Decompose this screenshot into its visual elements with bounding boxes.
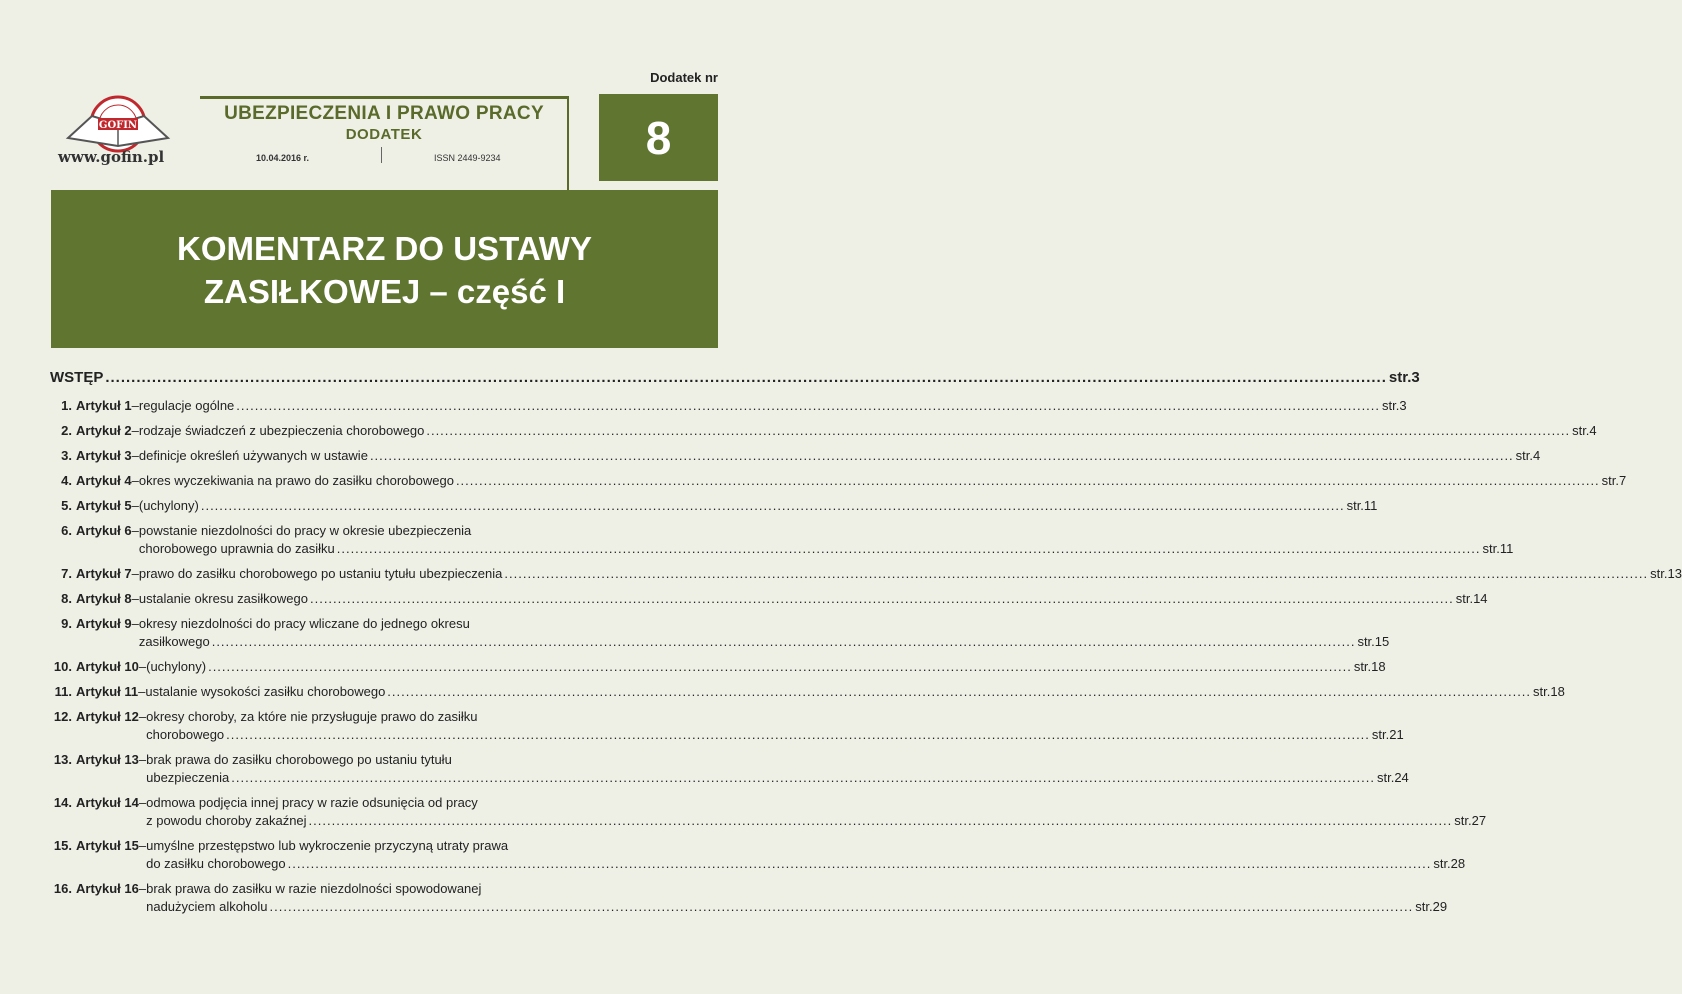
logo-text: GOFIN — [98, 120, 138, 131]
toc-entries — [50, 397, 1682, 916]
toc-entry-number: 15. Artykuł 15 — [53, 838, 139, 853]
toc-entry-number: 16. Artykuł 16 — [53, 881, 139, 896]
leader-dots — [208, 658, 1352, 676]
toc-entry-number: 4. Artykuł 4 — [61, 473, 132, 488]
toc-dash: – — [131, 616, 139, 631]
leader-dots — [236, 397, 1380, 415]
issue-date: 10.04.2016 r. — [256, 153, 310, 163]
toc-dash: – — [138, 838, 147, 853]
leader-dots — [105, 369, 1387, 386]
document-title-line1: KOMENTARZ DO USTAWY — [177, 230, 592, 267]
toc-entry-text: nadużyciem alkoholu — [146, 899, 268, 914]
toc-dash: – — [131, 398, 139, 413]
toc-entry-number: 13. Artykuł 13 — [53, 752, 139, 767]
toc-entry[interactable] — [50, 472, 1627, 490]
toc-entry-text: odmowa podjęcia innej pracy w razie odsunięcia od pracy — [146, 795, 478, 810]
toc-entry-page: 27 — [1471, 813, 1487, 828]
toc-entry-text: chorobowego uprawnia do zasiłku — [138, 541, 335, 556]
toc-dash: – — [138, 752, 147, 767]
toc-entry-page: 24 — [1394, 770, 1409, 785]
leader-dots — [231, 769, 1375, 787]
toc-str-label: str. — [1346, 498, 1364, 513]
toc-str-label: str. — [1371, 727, 1390, 742]
toc-dash: – — [131, 423, 139, 438]
leader-dots — [288, 855, 1432, 873]
toc-entry[interactable] — [50, 880, 1448, 916]
supplement-label: Dodatek nr — [650, 70, 718, 85]
leader-dots — [337, 540, 1481, 558]
leader-dots — [387, 683, 1531, 701]
toc-entry-number: 12. Artykuł 12 — [53, 709, 139, 724]
supplement-number: 8 — [599, 94, 718, 181]
toc-str-label: str. — [1415, 899, 1433, 914]
toc-entry[interactable] — [50, 497, 1378, 515]
toc-entry-text: ustalanie wysokości zasiłku chorobowego — [145, 684, 386, 699]
leader-dots — [456, 472, 1600, 490]
document-title — [51, 227, 718, 313]
toc-entry[interactable] — [50, 683, 1565, 701]
toc-dash: – — [138, 795, 147, 810]
toc-entry-text: regulacje ogólne — [138, 398, 235, 413]
toc-intro[interactable] — [50, 369, 1420, 397]
table-of-contents — [50, 369, 1682, 923]
toc-entry[interactable] — [50, 658, 1386, 676]
toc-str-label: str. — [1515, 448, 1534, 463]
toc-entry-text: okresy choroby, za które nie przysługuje prawo do zasiłku — [146, 709, 478, 724]
toc-entry-text: brak prawa do zasiłku w razie niezdolności spowodowanej — [146, 881, 482, 896]
header-rule — [200, 96, 568, 99]
toc-entry-page: 29 — [1432, 899, 1448, 914]
header-divider — [381, 147, 382, 163]
toc-str-label: str. — [1455, 591, 1474, 606]
toc-str-label: str. — [1650, 566, 1668, 581]
publication-subtitle: DODATEK — [345, 126, 423, 143]
toc-entry-text: ubezpieczenia — [146, 770, 230, 785]
toc-entry-page: 28 — [1450, 856, 1466, 871]
toc-entry-text: (uchylony) — [138, 498, 199, 513]
gofin-logo — [62, 94, 174, 154]
toc-dash: – — [138, 684, 146, 699]
toc-entry-page: 18 — [1550, 684, 1565, 699]
toc-entry-number: 8. Artykuł 8 — [61, 591, 132, 606]
leader-dots — [426, 422, 1570, 440]
toc-str-label: str. — [1357, 634, 1375, 649]
leader-dots — [504, 565, 1648, 583]
document-title-line2: ZASIŁKOWEJ – część I — [203, 273, 566, 310]
toc-dash: – — [138, 709, 147, 724]
toc-dash: – — [131, 473, 139, 488]
toc-entry[interactable] — [50, 422, 1597, 440]
toc-entry-text: definicje określeń używanych w ustawie — [138, 448, 368, 463]
toc-entry-number: 1. Artykuł 1 — [61, 398, 132, 413]
toc-entry-page: 3 — [1399, 398, 1407, 413]
toc-entry[interactable] — [50, 565, 1682, 583]
toc-str-label: str. — [1433, 856, 1451, 871]
leader-dots — [370, 447, 1514, 465]
toc-entry-number: 5. Artykuł 5 — [61, 498, 132, 513]
toc-entry-text: ustalanie okresu zasiłkowego — [138, 591, 308, 606]
toc-str-label: str. — [1353, 659, 1372, 674]
toc-entry-page: 13 — [1667, 566, 1682, 581]
toc-entry-page: 21 — [1389, 727, 1404, 742]
toc-entry-page: 7 — [1619, 473, 1627, 488]
toc-entry-number: 11. Artykuł 11 — [54, 684, 139, 699]
toc-entry-page: 4 — [1589, 423, 1597, 438]
toc-entry[interactable] — [50, 837, 1466, 873]
toc-entry[interactable] — [50, 615, 1390, 651]
toc-entry[interactable] — [50, 708, 1404, 744]
toc-entry-page: 18 — [1371, 659, 1386, 674]
toc-str-label: str. — [1454, 813, 1472, 828]
toc-entry-number: 6. Artykuł 6 — [61, 523, 132, 538]
toc-str-label: str. — [1482, 541, 1500, 556]
leader-dots — [310, 590, 1454, 608]
toc-entry-text: powstanie niezdolności do pracy w okresie ubezpieczenia — [138, 523, 472, 538]
toc-entry-page: 11 — [1363, 498, 1378, 513]
toc-dash: – — [138, 659, 147, 674]
toc-entry-text: okres wyczekiwania na prawo do zasiłku chorobowego — [138, 473, 454, 488]
toc-str-label: str. — [1572, 423, 1590, 438]
toc-dash: – — [131, 566, 139, 581]
leader-dots — [226, 726, 1370, 744]
toc-entry-text: umyślne przestępstwo lub wykroczenie przyczyną utraty prawa — [146, 838, 509, 853]
toc-str-label: str. — [1601, 473, 1620, 488]
toc-dash: – — [131, 498, 139, 513]
toc-entry[interactable] — [50, 751, 1409, 787]
leader-dots — [201, 497, 1345, 515]
toc-entry-number: 10. Artykuł 10 — [53, 659, 139, 674]
toc-dash: – — [131, 448, 139, 463]
toc-intro-page: 3 — [1411, 369, 1420, 386]
toc-entry-page: 14 — [1473, 591, 1488, 606]
issn-number: ISSN 2449-9234 — [434, 153, 501, 163]
toc-entry-page: 11 — [1499, 541, 1514, 556]
toc-entry-page: 15 — [1374, 634, 1390, 649]
toc-entry-text: okresy niezdolności do pracy wliczane do jednego okresu — [138, 616, 470, 631]
toc-str-label: str. — [1382, 398, 1400, 413]
toc-entry[interactable] — [50, 397, 1407, 415]
toc-entry[interactable] — [50, 447, 1541, 465]
toc-entry-number: 2. Artykuł 2 — [61, 423, 132, 438]
publication-title: UBEZPIECZENIA I PRAWO PRACY — [224, 103, 544, 124]
toc-entry-text: z powodu choroby zakaźnej — [146, 813, 307, 828]
toc-entry[interactable] — [50, 522, 1514, 558]
toc-entry-text: rodzaje świadczeń z ubezpieczenia chorobowego — [138, 423, 425, 438]
toc-entry[interactable] — [50, 590, 1488, 608]
toc-dash: – — [131, 591, 139, 606]
toc-entry-number: 3. Artykuł 3 — [61, 448, 132, 463]
toc-str-label: str. — [1376, 770, 1395, 785]
toc-dash: – — [131, 523, 139, 538]
website-url[interactable]: www.gofin.pl — [58, 148, 165, 166]
leader-dots — [270, 898, 1414, 916]
toc-str-label: str. — [1388, 369, 1412, 386]
toc-intro-label: WSTĘP — [50, 369, 104, 386]
toc-dash: – — [138, 881, 147, 896]
toc-entry-text: prawo do zasiłku chorobowego po ustaniu tytułu ubezpieczenia — [138, 566, 503, 581]
toc-entry-text: zasiłkowego — [138, 634, 210, 649]
toc-entry-number: 7. Artykuł 7 — [61, 566, 132, 581]
toc-entry-number: 9. Artykuł 9 — [61, 616, 132, 631]
toc-entry[interactable] — [50, 794, 1487, 830]
leader-dots — [309, 812, 1453, 830]
toc-entry-text: (uchylony) — [146, 659, 207, 674]
toc-entry-number: 14. Artykuł 14 — [53, 795, 139, 810]
toc-entry-text: chorobowego — [146, 727, 225, 742]
toc-entry-page: 4 — [1533, 448, 1541, 463]
toc-entry-text: brak prawa do zasiłku chorobowego po ustaniu tytułu — [146, 752, 452, 767]
leader-dots — [212, 633, 1356, 651]
toc-str-label: str. — [1533, 684, 1551, 699]
toc-entry-text: do zasiłku chorobowego — [146, 856, 286, 871]
